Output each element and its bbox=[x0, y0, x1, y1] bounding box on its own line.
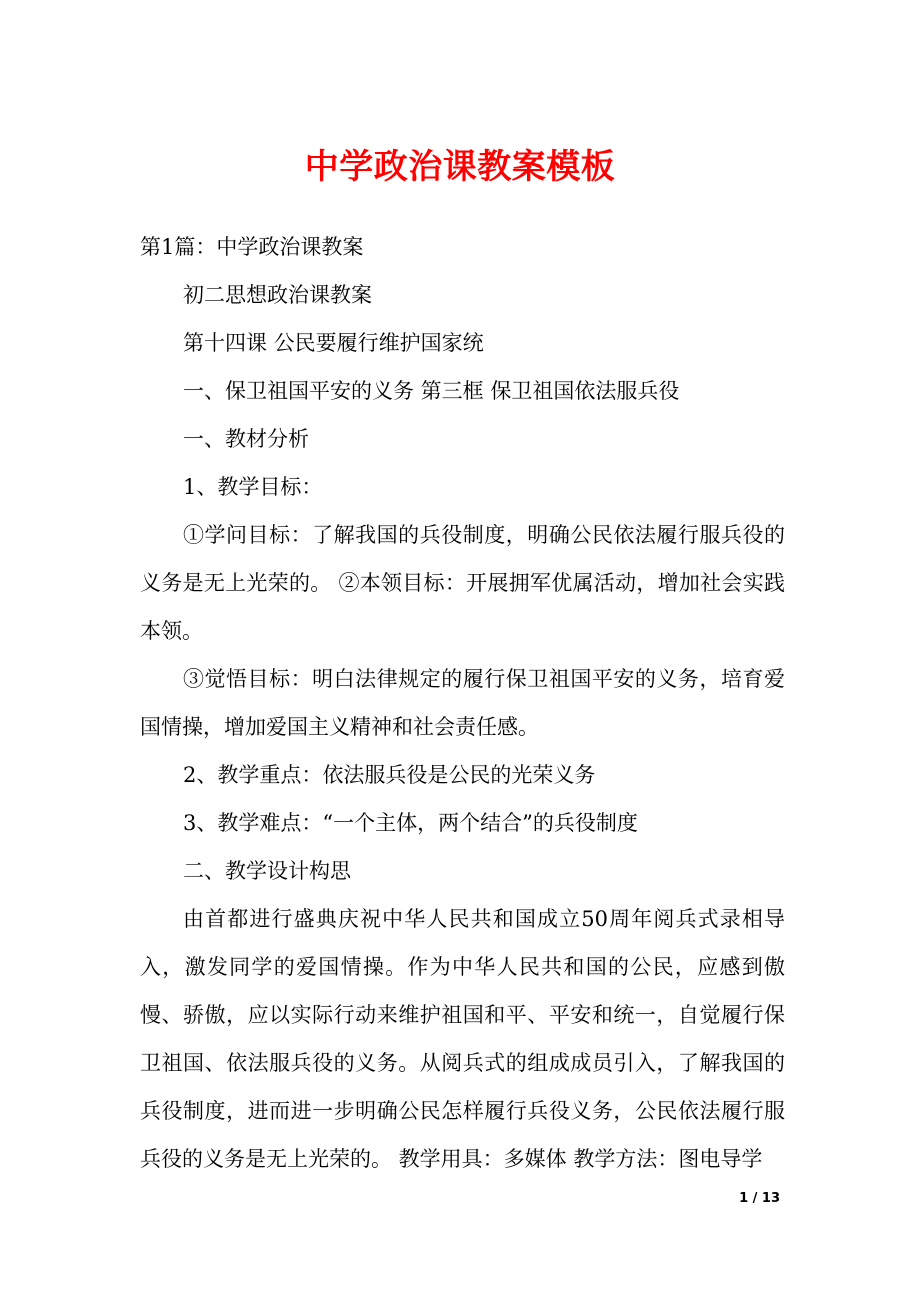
page-number: 1 / 13 bbox=[739, 1191, 780, 1206]
paragraph: 第十四课 公民要履行维护国家统 bbox=[183, 331, 484, 355]
paragraph: 由首都进行盛典庆祝中华人民共和国成立50周年阅兵式录相导入，激发同学的爱国情操。作为中华人民共和国的公民，应感到傲慢、骄傲，应以实际行动来维护祖国和平、平安和统一，自觉履行保卫祖国、依法服兵役的义务。从阅兵式的组成成员引入，了解我国的兵役制度，进而进一步明确公民怎样履行兵役义务，公民依法履行服兵役的义务是无上光荣的。 教学用具：多媒体 教学方法：图电导学 bbox=[140, 907, 785, 1171]
paragraph: ③觉悟目标：明白法律规定的履行保卫祖国平安的义务，培育爱国情操，增加爱国主义精神和社会责任感。 bbox=[140, 667, 785, 739]
paragraph: 初二思想政治课教案 bbox=[183, 283, 372, 307]
paragraph: 3、教学难点：“一个主体，两个结合”的兵役制度 bbox=[183, 811, 638, 835]
paragraph: 1、教学目标： bbox=[183, 475, 323, 499]
document-body bbox=[140, 223, 785, 1183]
paragraph: 第1篇：中学政治课教案 bbox=[140, 235, 364, 259]
document-title: 中学政治课教案模板 bbox=[304, 147, 616, 187]
paragraph: 一、保卫祖国平安的义务 第三框 保卫祖国依法服兵役 bbox=[183, 379, 680, 403]
paragraph: 二、教学设计构思 bbox=[183, 859, 351, 883]
paragraph: 一、教材分析 bbox=[183, 427, 309, 451]
paragraph: ①学问目标：了解我国的兵役制度，明确公民依法履行服兵役的义务是无上光荣的。 ②本领目标：开展拥军优属活动，增加社会实践本领。 bbox=[140, 523, 785, 643]
paragraph: 2、教学重点：依法服兵役是公民的光荣义务 bbox=[183, 763, 596, 787]
